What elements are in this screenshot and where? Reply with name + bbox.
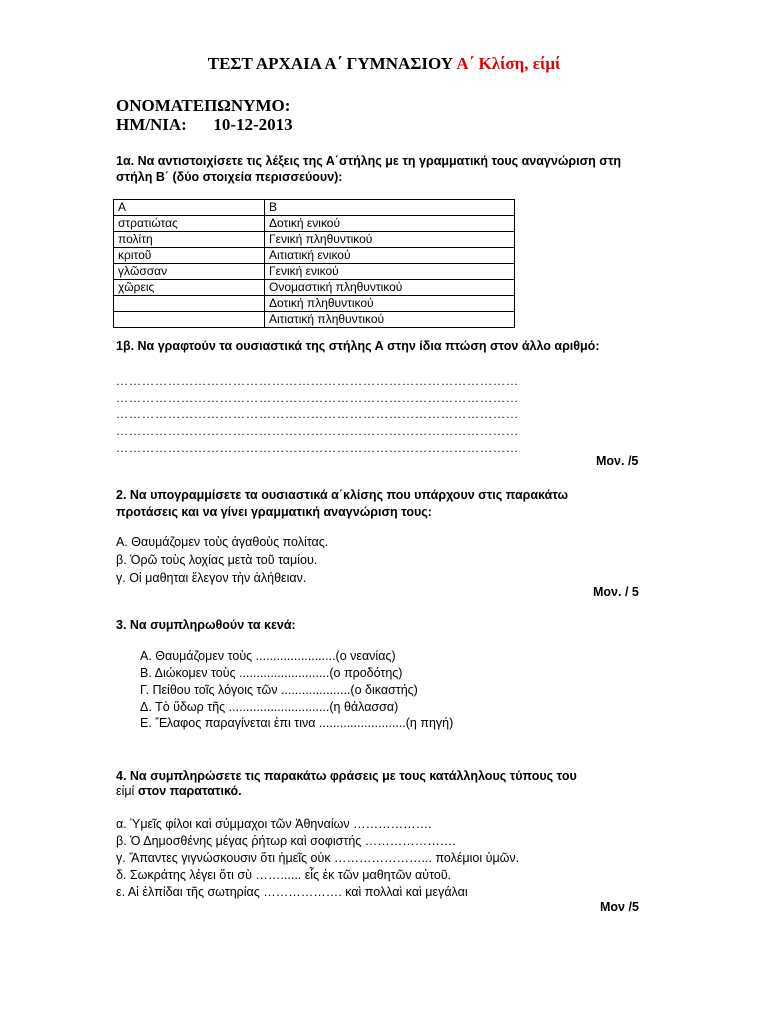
date-value: 10-12-2013 [213,115,293,134]
q4-sentence: δ. Σωκράτης λέγει ὅτι σὺ ……...... εἷς ἐκ τῶν μαθητῶν αὐτοῦ. [116,868,452,882]
q2-sentence: Α. Θαυμάζομεν τοὺς ἀγαθοὺς πολίτας. [116,535,329,549]
q2-sentence: γ. Οἱ μαθηται ἔλεγον τὴν ἀλήθειαν. [116,571,307,585]
table-cell-b: Αιτιατική πληθυντικού [265,312,515,328]
q4-instruction-line1: 4. Να συμπληρώσετε τις παρακάτω φράσεις με τους κατάλληλους τύπους του [116,769,577,783]
table-cell-a [114,312,265,328]
answer-dotted-line: ………………………………………………………………………………… [116,391,519,405]
col-a-header: Α [114,200,265,216]
table-row [114,296,515,312]
q1a-instruction-line2: στήλη Β΄ (δύο στοιχεία περισσεύουν): [116,170,343,184]
q2-instruction-line2: προτάσεις και να γίνει γραμματική αναγνώριση τους: [116,505,432,519]
table-row [114,280,515,296]
date-row [116,115,293,135]
table-row [114,216,515,232]
answer-dotted-line: ………………………………………………………………………………… [116,407,519,421]
table-cell-b: Δοτική πληθυντικού [265,296,515,312]
q2-score: Μον. / 5 [593,585,639,599]
answer-dotted-line: ………………………………………………………………………………… [116,424,519,438]
table-cell-a: στρατιώτας [114,216,265,232]
q4-score: Μον /5 [600,900,639,914]
table-cell-b: Ονομαστική πληθυντικού [265,280,515,296]
q4-sentence: β. Ὁ Δημοσθένης μέγας ῥήτωρ καὶ σοφιστής …………………. [116,834,456,848]
q2-sentence: β. Ὁρῶ τοὺς λοχίας μετὰ τοῦ ταμίου. [116,553,318,567]
table-cell-a: γλῶσσαν [114,264,265,280]
q4-instruction-eimi: εἰμί [116,784,138,798]
title-main: ΤΕΣΤ ΑΡΧΑΙΑ Α΄ ΓΥΜΝΑΣΙΟΥ [207,54,454,73]
table-row [114,312,515,328]
table-cell-a: χῶρεις [114,280,265,296]
q4-sentence: ε. Αἱ ἐλπίδαι τῆς σωτηρίας ………………. καὶ πολλαὶ καὶ μεγάλαι [116,885,468,899]
q4-sentence: γ. Ἅπαντες γιγνώσκουσιν ὅτι ἡμεῖς οὐκ …………………... πολέμιοι ὑμῶν. [116,851,520,865]
table-row [114,232,515,248]
date-label: ΗΜ/ΝΙΑ: [116,115,187,134]
q2-instruction-line1: 2. Να υπογραμμίσετε τα ουσιαστικά α΄κλίσης που υπάρχουν στις παρακάτω [116,488,569,502]
table-row [114,248,515,264]
q3-item: Δ. Τὸ ὕδωρ τῆς .............................(η θάλασσα) [140,700,399,714]
q3-instruction: 3. Να συμπληρωθούν τα κενά: [116,618,296,632]
q4-instruction-tense: στον παρατατικό. [137,784,242,798]
q1a-instruction-line1: 1α. Να αντιστοιχίσετε τις λέξεις της Α΄στήλης με τη γραμματική τους αναγνώριση στη [116,154,622,168]
worksheet-title [0,54,768,74]
q1b-instruction: 1β. Να γραφτούν τα ουσιαστικά της στήλης Α στην ίδια πτώση στον άλλο αριθμό: [116,339,600,353]
table-header-row [114,200,515,216]
title-accent: Α΄ Κλίση, είμί [456,54,561,73]
table-row [114,264,515,280]
table-cell-a: πολίτη [114,232,265,248]
matching-table [113,199,515,328]
name-label: ΟΝΟΜΑΤΕΠΩΝΥΜΟ: [116,96,291,115]
answer-dotted-line: ………………………………………………………………………………… [116,374,519,388]
q4-sentence: α. Ὑμεῖς φίλοι καὶ σύμμαχοι τῶν Ἀθηναίων ………………. [116,817,432,831]
table-cell-b: Δοτική ενικού [265,216,515,232]
table-cell-a: κριτοῦ [114,248,265,264]
q3-item: Γ. Πείθου τοῖς λόγοις τῶν ....................(ο δικαστής) [140,683,418,697]
q3-item: Ε. Ἔλαφος παραγίνεται ἐπι τινα .........................(η πηγή) [140,716,454,730]
answer-dotted-line: ………………………………………………………………………………… [116,441,519,455]
table-cell-b: Γενική ενικού [265,264,515,280]
q3-item: Β. Διώκομεν τοὺς ..........................(ο προδότης) [140,666,403,680]
q3-item: Α. Θαυμάζομεν τοὺς .......................(ο νεανίας) [140,649,396,663]
table-cell-b: Γενική πληθυντικού [265,232,515,248]
table-cell-a [114,296,265,312]
q4-instruction-line2 [116,784,242,798]
table-cell-b: Αιτιατική ενικού [265,248,515,264]
col-b-header: Β [265,200,515,216]
q1b-score: Μον. /5 [596,454,639,468]
